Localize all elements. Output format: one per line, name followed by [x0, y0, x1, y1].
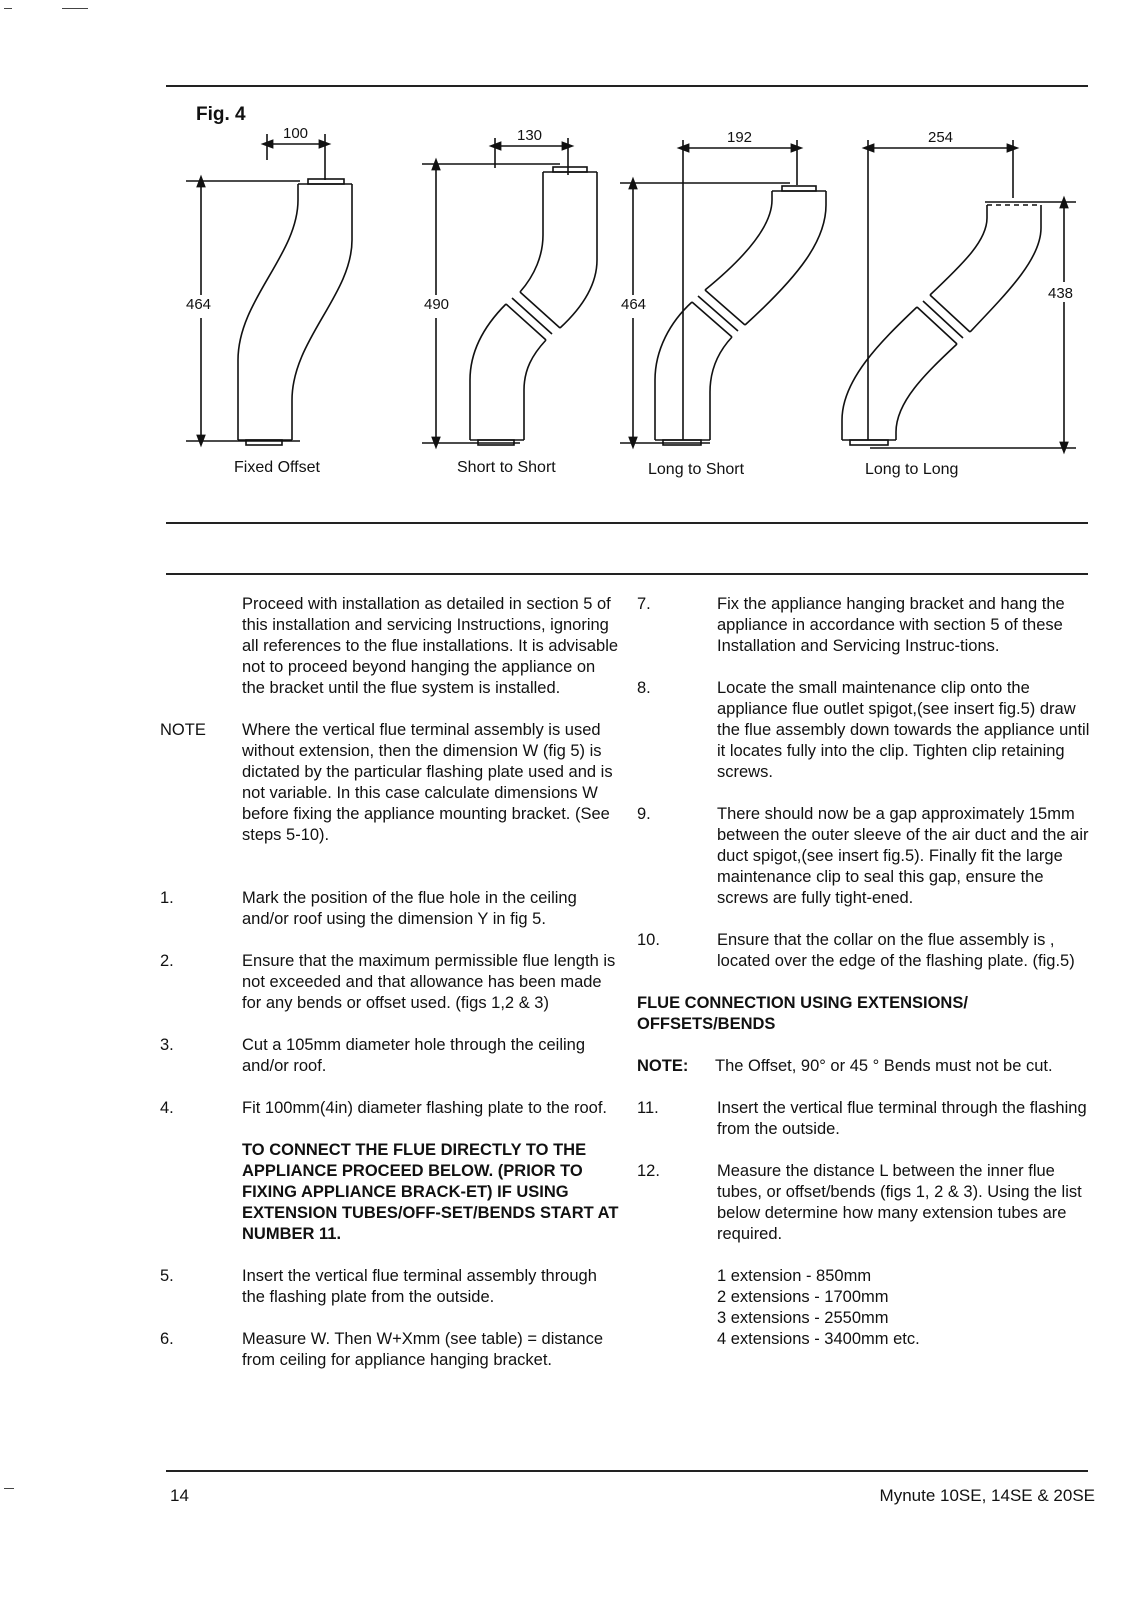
step-11: 11. Insert the vertical flue terminal through the flashing from the outside.: [637, 1099, 1087, 1138]
step-9: 9. There should now be a gap approximately 15mm between the outer sleeve of the air duct and the air duct spigot,(see insert fig.5). Finally fit the large maintenance clip to seal this gap, ensure the screws are fully tight-ened.: [637, 805, 1089, 907]
step-1: 1. Mark the position of the flue hole in the ceiling and/or roof using the dimension Y in fig 5.: [160, 889, 577, 928]
caption-fixed-offset: Fixed Offset: [234, 459, 320, 476]
model-name: Mynute 10SE, 14SE & 20SE: [879, 1486, 1095, 1505]
step-7: 7. Fix the appliance hanging bracket and hang the appliance in accordance with section 5 of these Installation and Servicing Instruc-tions.: [637, 595, 1065, 655]
note-text: Where the vertical flue terminal assembly is used without extension, then the dimension W (fig 5) is dictated by the particular flashing plate used and is not variable. In this case calculate dimensions W before fixing the appliance mounting bracket. (See steps 5-10).: [242, 721, 613, 844]
diagram-fixed-offset: [186, 134, 352, 445]
height-label-long-to-long: 438: [1048, 285, 1074, 302]
right-note-text: The Offset, 90° or 45 ° Bends must not be cut.: [715, 1057, 1053, 1075]
right-note-block: [637, 1056, 1097, 1077]
step-6: 6. Measure W. Then W+Xmm (see table) = distance from ceiling for appliance hanging bracket.: [160, 1330, 604, 1369]
note-label: NOTE: [160, 721, 206, 739]
height-label-short-to-short: 490: [424, 296, 450, 313]
intro-paragraph: Proceed with installation as detailed in section 5 of this installation and servicing Instructions, ignoring all references to the flue installations. It is advisable not to proceed beyond hanging the appliance on the bracket until the flue system is installed.: [242, 595, 619, 697]
right-note-label: NOTE:: [637, 1057, 689, 1075]
scan-mark: [4, 1488, 14, 1489]
note-block: [160, 720, 630, 846]
extension-item: 1 extension - 850mm: [717, 1267, 872, 1285]
height-label-fixed-offset: 464: [186, 296, 212, 313]
width-label-fixed-offset: 100: [283, 125, 309, 142]
figure-title: Fig. 4: [196, 104, 246, 125]
step-4: 4. Fit 100mm(4in) diameter flashing plate to the roof.: [160, 1099, 608, 1117]
right-column: [637, 594, 1097, 1350]
step-10: 10. Ensure that the collar on the flue assembly is , located over the edge of the flashing plate. (fig.5): [637, 931, 1075, 970]
width-label-short-to-short: 130: [517, 127, 543, 144]
caption-long-to-long: Long to Long: [865, 461, 959, 478]
step-3: 3. Cut a 105mm diameter hole through the ceiling and/or roof.: [160, 1036, 586, 1075]
diagram-long-to-short: [620, 140, 826, 445]
diagram-short-to-short: [422, 138, 597, 445]
step-5: 5. Insert the vertical flue terminal assembly through the flashing plate from the outside.: [160, 1267, 597, 1306]
width-label-long-to-short: 192: [727, 129, 753, 146]
caption-long-to-short: Long to Short: [648, 461, 745, 478]
text-top-rule: [166, 573, 1088, 575]
bold-instruction: TO CONNECT THE FLUE DIRECTLY TO THE APPLIANCE PROCEED BELOW. (PRIOR TO FIXING APPLIANCE BRACK-ET) IF USING EXTENSION TUBES/OFF-SET/BENDS START AT NUMBER 11.: [242, 1141, 619, 1243]
height-label-long-to-short: 464: [621, 296, 647, 313]
footer-rule: [166, 1470, 1088, 1472]
extension-item: 2 extensions - 1700mm: [717, 1288, 889, 1306]
flue-offset-figure: [0, 0, 1128, 540]
extension-item: 3 extensions - 2550mm: [717, 1309, 889, 1327]
section-heading: FLUE CONNECTION USING EXTENSIONS/ OFFSETS/BENDS: [637, 994, 968, 1033]
width-label-long-to-long: 254: [928, 129, 954, 146]
step-12: 12. Measure the distance L between the inner flue tubes, or offset/bends (figs 1, 2 & 3). Using the list below determine how many extension tubes are required.: [637, 1162, 1082, 1243]
left-column: [160, 594, 630, 1392]
extensions-list: [717, 1266, 1097, 1350]
extension-item: 4 extensions - 3400mm etc.: [717, 1330, 920, 1348]
step-8: 8. Locate the small maintenance clip onto the appliance flue outlet spigot,(see insert fig.5) draw the flue assembly down towards the appliance until it locates fully into the clip. Tighten clip retaining screws.: [637, 679, 1090, 781]
page-number: 14: [170, 1486, 189, 1505]
diagram-long-to-long: [842, 140, 1076, 448]
caption-short-to-short: Short to Short: [457, 459, 556, 476]
step-2: 2. Ensure that the maximum permissible flue length is not exceeded and that allowance has been made for any bends or offset used. (figs 1,2 & 3): [160, 952, 616, 1012]
